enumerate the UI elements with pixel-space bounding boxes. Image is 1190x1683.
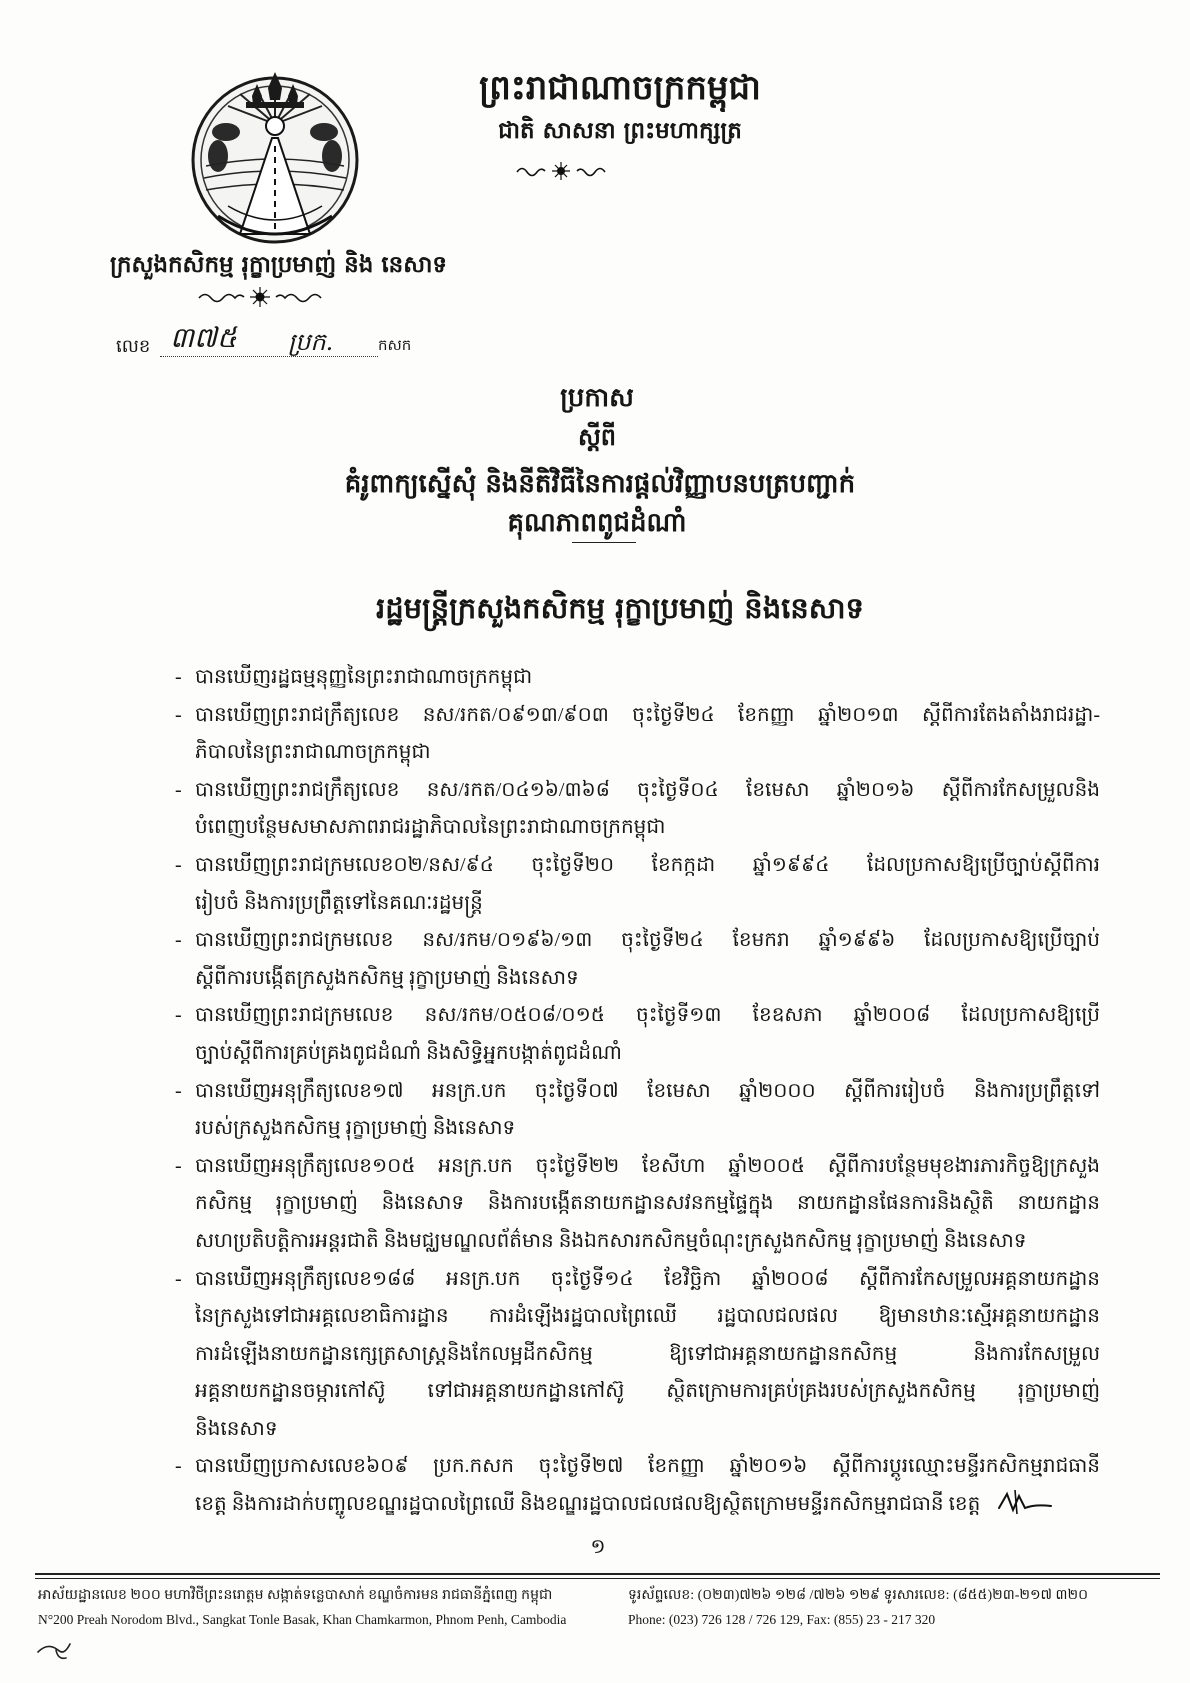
reference-suffix: កសក [378, 338, 412, 354]
recital-item [175, 772, 1105, 847]
footer-phone-khmer: ទូរស័ព្ទលេខ: (០២៣)៧២៦ ១២៨ /៧២៦ ១២៩ ទូរសារលេខ: (៨៥៥)២៣-២១៧ ៣២០ [628, 1588, 1088, 1603]
bullet-dash: - [175, 1455, 182, 1478]
bullet-dash: - [175, 929, 182, 952]
reference-label: លេខ [116, 336, 151, 356]
recital-line: អគ្គនាយកដ្ឋានចម្ការកៅស៊ូ ទៅជាអគ្គនាយកដ្ឋានកៅស៊ូ ស្ថិតក្រោមការគ្រប់គ្រងរបស់ក្រសួងកសិកម្ម រុក្ខាប្រមាញ់ [195, 1380, 1100, 1403]
recital-line: បានឃើញព្រះរាជក្រមលេខ នស/រកម/០១៩៦/១៣ ចុះថ្ងៃទី២៤ ខែមករា ឆ្នាំ១៩៩៦ ដែលប្រកាសឱ្យប្រើច្បាប់ [195, 929, 1100, 952]
recital-line: បានឃើញរដ្ឋធម្មនុញ្ញនៃព្រះរាជាណាចក្រកម្ពុជា [195, 666, 533, 688]
subject-line-1: គំរូពាក្យស្នើសុំ និងនីតិវិធីនៃការផ្តល់វិញ្ញាបនបត្របញ្ជាក់ [344, 469, 856, 499]
recital-item [175, 697, 1105, 772]
recital-line: សហប្រតិបត្តិការអន្តរជាតិ និងមជ្ឈមណ្ឌលព័ត៌មាន និងឯកសារកសិកម្មចំណុះក្រសួងកសិកម្ម រុក្ខាប្រមាញ់ និងនេសាទ [195, 1229, 1027, 1252]
recital-line: បានឃើញប្រកាសលេខ៦០៩ ប្រក.កសក ចុះថ្ងៃទី២៧ ខែកញ្ញា ឆ្នាំ២០១៦ ស្តីពីការប្តូរឈ្មោះមន្ទីរកសិកម្មរាជធានី [195, 1455, 1100, 1478]
ministry-name: ក្រសួងកសិកម្ម រុក្ខាប្រមាញ់ និង នេសាទ [110, 252, 448, 278]
recital-line: និងនេសាទ [195, 1417, 278, 1440]
recital-line: ស្តីពីការបង្កើតក្រសួងកសិកម្ម រុក្ខាប្រមាញ់ និងនេសាទ [195, 966, 579, 989]
recital-line: បានឃើញព្រះរាជក្រឹត្យលេខ នស/រកត/០៤១៦/៣៦៨ ចុះថ្ងៃទី០៤ ខែមេសា ឆ្នាំ២០១៦ ស្តីពីការកែសម្រួលនិង [195, 778, 1100, 801]
recital-line: របស់ក្រសួងកសិកម្ម រុក្ខាប្រមាញ់ និងនេសាទ [195, 1117, 516, 1140]
recital-item [175, 1073, 1105, 1148]
recital-line: ភិបាលនៃព្រះរាជាណាចក្រកម្ពុជា [195, 741, 431, 764]
document-type: ប្រកាស [560, 383, 634, 413]
bullet-dash: - [175, 853, 182, 876]
bullet-dash: - [175, 703, 182, 726]
recitals-list [175, 659, 1105, 1524]
recital-line: បានឃើញព្រះរាជក្រមលេខ០២/នស/៩៤ ចុះថ្ងៃទី២០ ខែកក្កដា ឆ្នាំ១៩៩៤ ដែលប្រកាសឱ្យប្រើច្បាប់ស្តីពីការ [195, 853, 1100, 876]
handwritten-mark [34, 1636, 82, 1664]
recital-line: ច្បាប់ស្តីពីការគ្រប់គ្រងពូជដំណាំ និងសិទ្ធិអ្នកបង្កាត់ពូជដំណាំ [195, 1041, 622, 1064]
reference-type-handwritten: ប្រក. [288, 328, 334, 356]
bullet-dash: - [175, 778, 182, 801]
subject-line-2: គុណភាពពូជដំណាំ [507, 508, 687, 538]
national-motto: ជាតិ សាសនា ព្រះមហាក្សត្រ [498, 118, 742, 144]
kingdom-title: ព្រះរាជាណាចក្រកម្ពុជា [479, 68, 761, 108]
recital-line: ខេត្ត និងការដាក់បញ្ចូលខណ្ឌរដ្ឋបាលព្រៃឈើ និងខណ្ឌរដ្ឋបាលជលផលឱ្យស្ថិតក្រោមមន្ទីរកសិកម្មរាជធានី ខេត្ត [195, 1493, 981, 1516]
ornament-divider-icon [513, 161, 609, 181]
recital-line: នៃក្រសួងទៅជាអគ្គលេខាធិការដ្ឋាន ការដំឡើងរដ្ឋបាលព្រៃឈើ រដ្ឋបាលជលផល ឱ្យមានឋានៈស្មើអគ្គនាយកដ្ឋាន [195, 1305, 1100, 1328]
recital-line: បំពេញបន្ថែមសមាសភាពរាជរដ្ឋាភិបាលនៃព្រះរាជាណាចក្រកម្ពុជា [195, 816, 666, 839]
recital-line: កសិកម្ម រុក្ខាប្រមាញ់ និងនេសាទ និងការបង្កើតនាយកដ្ឋានសវនកម្មផ្ទៃក្នុង នាយកដ្ឋានផែនការនិងស្ថិតិ នាយកដ្ឋាន [195, 1192, 1100, 1215]
reference-number-handwritten: ៣៧៥ [170, 321, 237, 354]
bullet-dash: - [175, 1267, 182, 1290]
recital-line: បានឃើញព្រះរាជក្រមលេខ នស/រកម/០៥០៨/០១៥ ចុះថ្ងៃទី១៣ ខែឧសភា ឆ្នាំ២០០៨ ដែលប្រកាសឱ្យប្រើ [195, 1004, 1100, 1027]
footer-divider [35, 1573, 1160, 1579]
recital-item [175, 1148, 1105, 1261]
title-divider [572, 542, 636, 543]
footer-phone-english: Phone: (023) 726 128 / 726 129, Fax: (855) 23 - 217 320 [628, 1612, 936, 1627]
page-number: ១ [590, 1536, 606, 1558]
ministry-emblem [188, 66, 362, 250]
bullet-dash: - [175, 666, 182, 688]
bullet-dash: - [175, 1079, 182, 1102]
bullet-dash: - [175, 1154, 182, 1177]
recital-item [175, 1448, 1105, 1523]
recital-line: បានឃើញអនុក្រឹត្យលេខ១០៥ អនក្រ.បក ចុះថ្ងៃទី២២ ខែសីហា ឆ្នាំ២០០៥ ស្តីពីការបន្ថែមមុខងារភារកិច្ចឱ្យក្រសួង [195, 1154, 1100, 1177]
footer-address-english: N°200 Preah Norodom Blvd., Sangkat Tonle Basak, Khan Chamkarmon, Phnom Penh, Cambodia [38, 1612, 567, 1627]
recital-item [175, 659, 1105, 697]
bullet-dash: - [175, 1004, 182, 1027]
issuing-authority: រដ្ឋមន្ត្រីក្រសួងកសិកម្ម រុក្ខាប្រមាញ់ និងនេសាទ [376, 591, 864, 625]
about-label: ស្តីពី [577, 423, 617, 451]
recital-line: បានឃើញព្រះរាជក្រឹត្យលេខ នស/រកត/០៩១៣/៩០៣ ចុះថ្ងៃទី២៤ ខែកញ្ញា ឆ្នាំ២០១៣ ស្តីពីការតែងតាំងរាជរដ្ឋា- [195, 703, 1100, 726]
ornament-divider-icon [195, 287, 325, 307]
recital-line: ការដំឡើងនាយកដ្ឋានក្សេត្រសាស្ត្រនិងកែលម្អដីកសិកម្ម ឱ្យទៅជាអគ្គនាយកដ្ឋានកសិកម្ម និងការកែសម្រួល [195, 1342, 1100, 1365]
recital-line: រៀបចំ និងការប្រព្រឹត្តទៅនៃគណៈរដ្ឋមន្ត្រី [195, 891, 483, 914]
recital-item [175, 1261, 1105, 1449]
recital-item [175, 847, 1105, 922]
recital-line: បានឃើញអនុក្រឹត្យលេខ១៧ អនក្រ.បក ចុះថ្ងៃទី០៧ ខែមេសា ឆ្នាំ២០០០ ស្តីពីការរៀបចំ និងការប្រព្រឹត្តទៅ [195, 1079, 1100, 1102]
recital-item [175, 922, 1105, 997]
initials-signature [995, 1486, 1055, 1518]
recital-item [175, 997, 1105, 1072]
footer-address-khmer: អាស័យដ្ឋានលេខ ២០០ មហាវិថីព្រះនរោត្តម សង្កាត់ទន្លេបាសាក់ ខណ្ឌចំការមន រាជធានីភ្នំពេញ កម្ពុជា [38, 1588, 553, 1603]
recital-line: បានឃើញអនុក្រឹត្យលេខ១៨៨ អនក្រ.បក ចុះថ្ងៃទី១៤ ខែវិច្ឆិកា ឆ្នាំ២០០៨ ស្តីពីការកែសម្រួលអគ្គនាយកដ្ឋាន [195, 1267, 1100, 1290]
